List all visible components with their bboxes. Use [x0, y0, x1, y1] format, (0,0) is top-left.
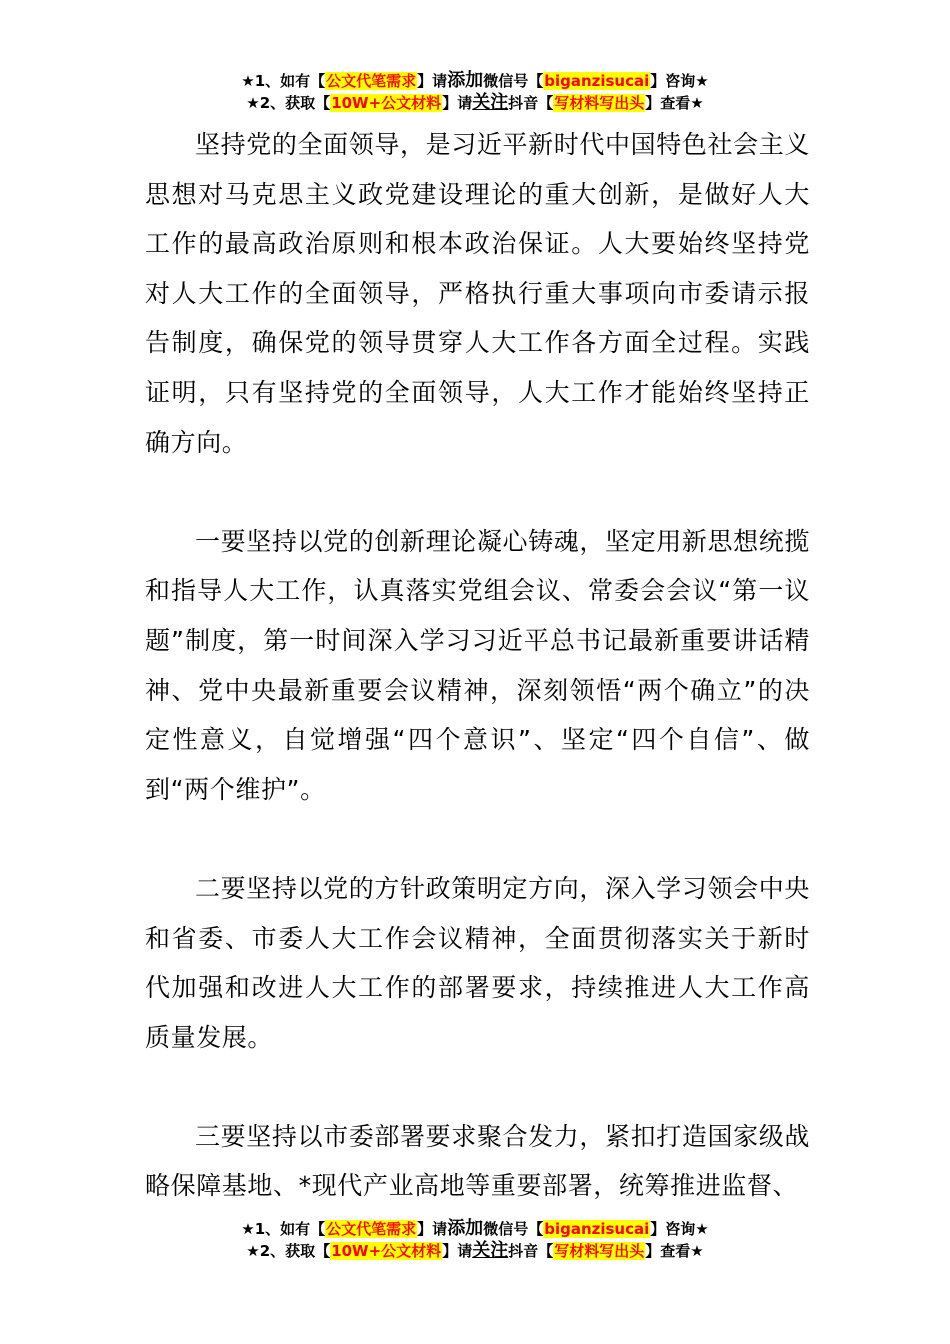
footer-banner — [0, 1218, 950, 1262]
banner-line-2: ★2、获取【10W+公文材料】请关注抖音【写材料写出头】查看★ — [246, 1240, 704, 1261]
banner-line-1: ★1、如有【公文代笔需求】请添加微信号【biganzisucai】咨询★ — [241, 1218, 709, 1239]
header-banner — [0, 70, 950, 114]
banner-highlight: 公文代笔需求 — [326, 1220, 417, 1238]
banner-line-1: ★1、如有【公文代笔需求】请添加微信号【biganzisucai】咨询★ — [241, 70, 709, 91]
paragraph: 坚持党的全面领导，是习近平新时代中国特色社会主义思想对马克思主义政党建设理论的重大创新，是做好人大工作的最高政治原则和根本政治保证。人大要始终坚持党对人大工作的全面领导，严格执行重大事项向市委请示报告制度，确保党的领导贯穿人大工作各方面全过程。实践证明，只有坚持党的全面领导，人大工作才能始终坚持正确方向。 — [145, 130, 810, 457]
banner-wechat-id: biganzisucai — [544, 72, 650, 90]
banner-highlight: 10W+公文材料 — [331, 94, 442, 112]
paragraph: 三要坚持以市委部署要求聚合发力，紧扣打造国家级战略保障基地、*现代产业高地等重要部署，统筹推进监督、 — [145, 1121, 810, 1201]
banner-wechat-id: biganzisucai — [544, 1220, 650, 1238]
paragraph: 一要坚持以党的创新理论凝心铸魂，坚定用新思想统揽和指导人大工作，认真落实党组会议、常委会会议“第一议题”制度，第一时间深入学习习近平总书记最新重要讲话精神、党中央最新重要会议精神，深刻领悟“两个确立”的决定性意义，自觉增强“四个意识”、坚定“四个自信”、做到“两个维护”。 — [145, 526, 810, 804]
banner-douyin-id: 写材料写出头 — [554, 94, 645, 112]
banner-douyin-id: 写材料写出头 — [554, 1242, 645, 1260]
paragraph: 二要坚持以党的方针政策明定方向，深入学习领会中央和省委、市委人大工作会议精神，全面贯彻落实关于新时代加强和改进人大工作的部署要求，持续推进人大工作高质量发展。 — [145, 873, 810, 1052]
banner-highlight: 10W+公文材料 — [331, 1242, 442, 1260]
banner-highlight: 公文代笔需求 — [326, 72, 417, 90]
document-body — [145, 120, 810, 1261]
banner-line-2: ★2、获取【10W+公文材料】请关注抖音【写材料写出头】查看★ — [246, 92, 704, 113]
